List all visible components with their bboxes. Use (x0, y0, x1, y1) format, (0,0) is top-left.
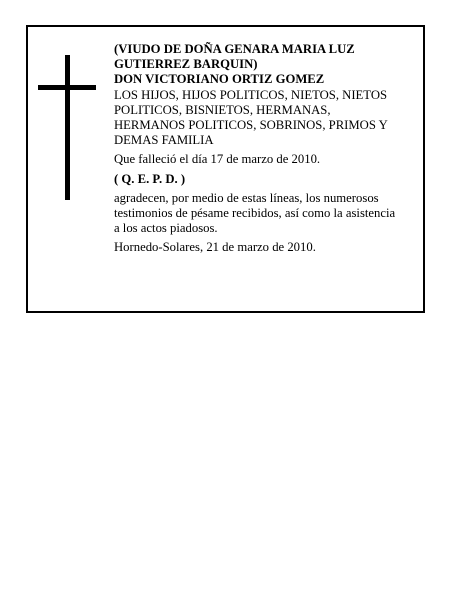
cross-icon (38, 55, 96, 200)
thanks-line: agradecen, por medio de estas líneas, los numerosos (114, 190, 379, 205)
cross-vertical-bar (65, 55, 70, 200)
place-date: Hornedo-Solares, 21 de marzo de 2010. (114, 240, 316, 255)
thanks-line: testimonios de pésame recibidos, así como la asistencia (114, 206, 396, 221)
widow-line-1: (VIUDO DE DOÑA GENARA MARIA LUZ (114, 42, 355, 56)
deceased-name: DON VICTORIANO ORTIZ GOMEZ (114, 72, 325, 87)
cross-horizontal-bar (38, 85, 96, 90)
notice-text-block (114, 42, 420, 256)
family-line: HERMANOS POLITICOS, SOBRINOS, PRIMOS Y (114, 118, 388, 133)
thanks-line: a los actos piadosos. (114, 221, 218, 236)
family-line: POLITICOS, BISNIETOS, HERMANAS, (114, 102, 331, 117)
death-date: Que falleció el día 17 de marzo de 2010. (114, 152, 321, 167)
widow-line-2: GUTIERREZ BARQUIN) (114, 57, 258, 72)
obituary-notice (26, 25, 425, 313)
family-line: DEMAS FAMILIA (114, 133, 214, 148)
qepd-line: ( Q. E. P. D. ) (114, 171, 186, 186)
family-line: LOS HIJOS, HIJOS POLITICOS, NIETOS, NIETOS (114, 87, 388, 102)
